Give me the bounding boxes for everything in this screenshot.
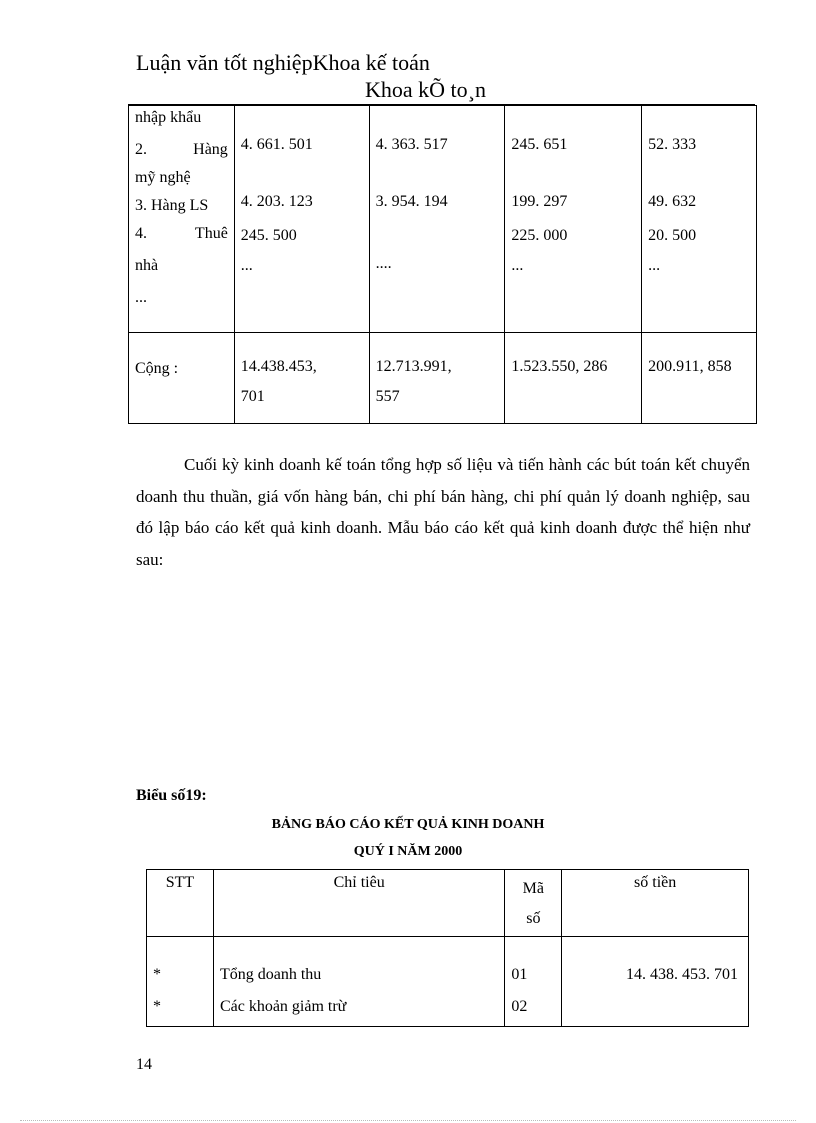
so-tien-cell: 14. 438. 453. 701 <box>562 937 749 1027</box>
header-subtitle: Khoa kÕ to¸n <box>365 77 486 102</box>
report-title: BẢNG BÁO CÁO KẾT QUẢ KINH DOANH <box>271 817 545 832</box>
report-subtitle: QUÝ I NĂM 2000 <box>353 844 463 859</box>
table-row <box>147 937 749 1027</box>
list-item: 4. Thuê <box>135 225 228 242</box>
list-item: nhập khẩu <box>135 109 202 126</box>
list-item: nhà <box>135 257 159 274</box>
chi-tieu-cell: Tổng doanh thu Các khoản giảm trừ <box>213 937 504 1027</box>
figure-label: Biểu số19: <box>136 787 207 804</box>
total-col2: 12.713.991, 557 <box>369 333 505 424</box>
header-stt: STT <box>147 870 214 937</box>
col2-cell: 4. 363. 517 3. 954. 194 .... <box>369 106 505 333</box>
list-item: ... <box>135 289 147 306</box>
table-row-total <box>129 333 757 424</box>
report-table <box>146 869 749 1027</box>
total-col4: 200.911, 858 <box>642 333 757 424</box>
col1-cell: 4. 661. 501 4. 203. 123 245. 500 ... <box>234 106 369 333</box>
header-title: Luận văn tốt nghiệpKhoa kế toán <box>136 50 430 75</box>
page-number: 14 <box>136 1056 152 1073</box>
list-item: mỹ nghệ <box>135 169 191 186</box>
list-item: 2. Hàng <box>135 141 228 158</box>
header-ma-so: Mã số <box>505 870 562 937</box>
body-paragraph: Cuối kỳ kinh doanh kế toán tổng hợp số liệu và tiến hành các bút toán kết chuyển doanh thu thuần, giá vốn hàng bán, chi phí bán hàng, chi phí quản lý doanh nghiệp, sau đó lập báo cáo kết quả kinh doanh. Mẫu báo cáo kết quả kinh doanh được thể hiện như sau: <box>136 455 750 569</box>
total-col1: 14.438.453, 701 <box>234 333 369 424</box>
header-so-tien: số tiền <box>562 870 749 937</box>
stt-cell: * * <box>147 937 214 1027</box>
list-item: 3. Hàng LS <box>135 197 209 214</box>
col3-cell: 245. 651 199. 297 225. 000 ... <box>505 106 642 333</box>
item-labels-cell <box>129 106 235 333</box>
table-header-row <box>147 870 749 937</box>
total-label: Cộng : <box>129 333 235 424</box>
revenue-table <box>128 105 757 424</box>
table-row <box>129 106 757 333</box>
col4-cell: 52. 333 49. 632 20. 500 ... <box>642 106 757 333</box>
ma-so-cell: 01 02 <box>505 937 562 1027</box>
total-col3: 1.523.550, 286 <box>505 333 642 424</box>
footer-rule <box>20 1120 796 1121</box>
header-chi-tieu: Chỉ tiêu <box>213 870 504 937</box>
